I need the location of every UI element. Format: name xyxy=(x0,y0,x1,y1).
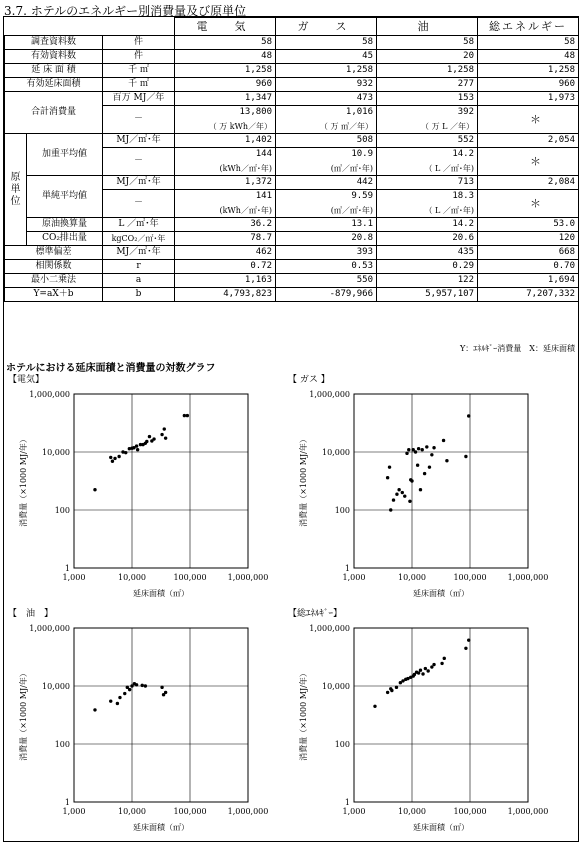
cell: 120 xyxy=(478,232,579,246)
cell: 1,402 xyxy=(175,134,276,148)
cell-unit-note: (㎥／㎡･年) xyxy=(276,162,377,176)
x-axis-label: 延床面積（㎡） xyxy=(133,823,189,832)
cell: 473 xyxy=(276,92,377,106)
data-point xyxy=(428,465,431,468)
plot-frame xyxy=(354,628,528,802)
summary-table xyxy=(4,17,579,302)
data-point xyxy=(414,450,417,453)
data-point xyxy=(160,686,163,689)
row-unit: － xyxy=(103,106,175,134)
x-tick-label: 100,000 xyxy=(173,573,207,582)
data-point xyxy=(423,472,426,475)
data-point xyxy=(386,691,389,694)
data-point xyxy=(467,638,470,641)
data-point xyxy=(118,696,121,699)
cell: 144 xyxy=(175,148,276,162)
data-point xyxy=(416,464,419,467)
row-unit: 千 ㎡ xyxy=(103,78,175,92)
chart-oil xyxy=(4,606,291,836)
cell: 45 xyxy=(276,50,377,64)
row-unit: － xyxy=(103,148,175,176)
cell: 122 xyxy=(377,274,478,288)
data-point xyxy=(390,689,393,692)
table-row xyxy=(5,64,579,78)
y-tick-label: 1 xyxy=(344,798,350,807)
data-point xyxy=(109,699,112,702)
data-point xyxy=(160,433,163,436)
x-axis-label: 延床面積（㎡） xyxy=(133,589,189,598)
cell-unit-note: (kWh／㎡･年) xyxy=(175,162,276,176)
cell: 960 xyxy=(175,78,276,92)
cell: 48 xyxy=(175,50,276,64)
data-point xyxy=(443,657,446,660)
row-unit: L ／㎡･年 xyxy=(103,218,175,232)
x-tick-label: 1,000,000 xyxy=(227,573,269,582)
plot-frame xyxy=(74,394,248,568)
cell: 1,163 xyxy=(175,274,276,288)
table-row xyxy=(5,274,579,288)
chart-total-energy xyxy=(284,606,571,836)
graph-section-title: ホテルにおける延床面積と消費量の対数グラフ xyxy=(6,363,216,374)
row-unit: 千 ㎡ xyxy=(103,64,175,78)
cell: 2,084 xyxy=(478,176,579,190)
data-point xyxy=(109,456,112,459)
data-point xyxy=(392,498,395,501)
cell: 0.70 xyxy=(478,260,579,274)
data-point xyxy=(145,440,148,443)
cell: 1,372 xyxy=(175,176,276,190)
data-point xyxy=(117,455,120,458)
unit-group-label xyxy=(5,134,27,246)
data-point xyxy=(397,488,400,491)
cell: 552 xyxy=(377,134,478,148)
data-point xyxy=(419,669,422,672)
cell: 20.6 xyxy=(377,232,478,246)
cell: 48 xyxy=(478,50,579,64)
row-unit: 件 xyxy=(103,36,175,50)
data-point xyxy=(430,453,433,456)
y-tick-label: 1,000,000 xyxy=(29,390,70,399)
cell: 393 xyxy=(276,246,377,260)
table-row xyxy=(5,78,579,92)
row-label: 調査資料数 xyxy=(5,36,103,50)
data-point xyxy=(421,448,424,451)
row-label: 有効延床面積 xyxy=(5,78,103,92)
row-label: 加重平均値 xyxy=(27,134,103,176)
data-point xyxy=(421,672,424,675)
x-tick-label: 1,000,000 xyxy=(507,573,549,582)
chart-gas xyxy=(284,372,571,602)
data-point xyxy=(401,491,404,494)
data-point xyxy=(113,457,116,460)
cell-unit-note: （ 万 L ／年） xyxy=(377,120,478,134)
cell: 1,258 xyxy=(276,64,377,78)
y-axis-label: 消費量（×1000 MJ/年） xyxy=(19,435,28,527)
data-point xyxy=(124,451,127,454)
y-tick-label: 1 xyxy=(344,564,350,573)
y-tick-label: 1 xyxy=(64,798,70,807)
data-point xyxy=(111,460,114,463)
y-tick-label: 100 xyxy=(334,740,350,749)
cell-unit-note: （ 万 ㎥／年） xyxy=(276,120,377,134)
cell: 960 xyxy=(478,78,579,92)
data-point xyxy=(432,663,435,666)
cell: 668 xyxy=(478,246,579,260)
y-tick-label: 10,000 xyxy=(322,682,350,691)
cell: 7,207,332 xyxy=(478,288,579,302)
row-unit: － xyxy=(103,190,175,218)
cell: -879,966 xyxy=(276,288,377,302)
data-point xyxy=(410,479,413,482)
row-label: 延 床 面 積 xyxy=(5,64,103,78)
cell: ＊ xyxy=(478,190,579,218)
table-row xyxy=(5,134,579,148)
data-point xyxy=(419,488,422,491)
data-point xyxy=(136,448,139,451)
cell: 713 xyxy=(377,176,478,190)
x-tick-label: 1,000,000 xyxy=(227,807,269,816)
data-point xyxy=(135,444,138,447)
y-tick-label: 100 xyxy=(54,740,70,749)
row-unit: kgCO₂／㎡･年 xyxy=(103,232,175,246)
data-point xyxy=(407,448,410,451)
table-row xyxy=(5,232,579,246)
data-point xyxy=(93,708,96,711)
data-point xyxy=(116,702,119,705)
chart-title: 【 油 】 xyxy=(8,609,54,619)
data-point xyxy=(442,439,445,442)
cell: ＊ xyxy=(478,106,579,134)
data-point xyxy=(432,446,435,449)
cell: 58 xyxy=(175,36,276,50)
chart-title: 【電気】 xyxy=(8,375,45,385)
cell: 1,016 xyxy=(276,106,377,120)
table-row xyxy=(5,36,579,50)
row-unit: MJ／㎡･年 xyxy=(103,246,175,260)
axis-note: Y：ｴﾈﾙｷﾞｰ消費量 X：延床面積 xyxy=(460,344,575,353)
col-gas: ガ ス xyxy=(276,18,377,36)
data-point xyxy=(388,465,391,468)
cell-unit-note: (㎥／㎡･年) xyxy=(276,204,377,218)
row-label: 単純平均値 xyxy=(27,176,103,218)
cell: 14.2 xyxy=(377,218,478,232)
y-axis-label: 消費量（×1000 MJ/年） xyxy=(19,669,28,761)
cell: 0.72 xyxy=(175,260,276,274)
cell: 13,800 xyxy=(175,106,276,120)
y-tick-label: 1,000,000 xyxy=(309,390,350,399)
cell: 1,258 xyxy=(175,64,276,78)
data-point xyxy=(128,688,131,691)
data-point xyxy=(395,493,398,496)
x-tick-label: 1,000 xyxy=(62,807,86,816)
data-point xyxy=(148,435,151,438)
table-row xyxy=(5,50,579,64)
y-tick-label: 100 xyxy=(334,506,350,515)
cell-unit-note: （ 万 kWh／年） xyxy=(175,120,276,134)
cell: 550 xyxy=(276,274,377,288)
table-row xyxy=(5,288,579,302)
data-point xyxy=(186,414,189,417)
cell: 2,054 xyxy=(478,134,579,148)
cell: 277 xyxy=(377,78,478,92)
table-row xyxy=(5,246,579,260)
x-tick-label: 100,000 xyxy=(453,573,487,582)
plot-frame xyxy=(354,394,528,568)
row-label: 合計消費量 xyxy=(5,92,103,134)
table-row xyxy=(5,218,579,232)
x-axis-label: 延床面積（㎡） xyxy=(413,589,469,598)
y-tick-label: 1 xyxy=(64,564,70,573)
cell: 18.3 xyxy=(377,190,478,204)
y-tick-label: 10,000 xyxy=(42,682,70,691)
x-tick-label: 1,000 xyxy=(62,573,86,582)
data-point xyxy=(163,427,166,430)
cell: 462 xyxy=(175,246,276,260)
cell: 58 xyxy=(478,36,579,50)
cell: 508 xyxy=(276,134,377,148)
cell: 0.29 xyxy=(377,260,478,274)
cell: 9.59 xyxy=(276,190,377,204)
row-unit: 件 xyxy=(103,50,175,64)
row-unit: r xyxy=(103,260,175,274)
cell: 932 xyxy=(276,78,377,92)
cell: 141 xyxy=(175,190,276,204)
y-axis-label: 消費量（×1000 MJ/年） xyxy=(299,435,308,527)
data-point xyxy=(164,436,167,439)
x-tick-label: 10,000 xyxy=(118,807,146,816)
cell: 14.2 xyxy=(377,148,478,162)
cell: 1,347 xyxy=(175,92,276,106)
x-tick-label: 10,000 xyxy=(398,573,426,582)
row-unit: b xyxy=(103,288,175,302)
x-tick-label: 100,000 xyxy=(173,807,207,816)
row-label: CO₂排出量 xyxy=(27,232,103,246)
data-point xyxy=(93,488,96,491)
data-point xyxy=(386,476,389,479)
data-point xyxy=(135,683,138,686)
cell: 13.1 xyxy=(276,218,377,232)
row-unit: MJ／㎡･年 xyxy=(103,134,175,148)
cell: 4,793,823 xyxy=(175,288,276,302)
row-label: 相関係数 xyxy=(5,260,103,274)
row-label: Y=aX＋b xyxy=(5,288,103,302)
cell: ＊ xyxy=(478,148,579,176)
data-point xyxy=(395,686,398,689)
x-tick-label: 10,000 xyxy=(118,573,146,582)
x-tick-label: 100,000 xyxy=(453,807,487,816)
plot-frame xyxy=(74,628,248,802)
row-label: 原油換算量 xyxy=(27,218,103,232)
y-tick-label: 100 xyxy=(54,506,70,515)
y-tick-label: 10,000 xyxy=(322,448,350,457)
cell: 58 xyxy=(377,36,478,50)
cell-unit-note: (kWh／㎡･年) xyxy=(175,204,276,218)
data-point xyxy=(405,452,408,455)
table-row xyxy=(5,92,579,106)
data-point xyxy=(417,671,420,674)
chart-title: 【 ガス 】 xyxy=(288,375,330,385)
row-label: 標準偏差 xyxy=(5,246,103,260)
x-tick-label: 1,000 xyxy=(342,807,366,816)
y-tick-label: 10,000 xyxy=(42,448,70,457)
cell: 10.9 xyxy=(276,148,377,162)
y-axis-label: 消費量（×1000 MJ/年） xyxy=(299,669,308,761)
cell: 58 xyxy=(276,36,377,50)
row-unit: 百万 MJ／年 xyxy=(103,92,175,106)
cell: 78.7 xyxy=(175,232,276,246)
header-row xyxy=(5,18,579,36)
row-unit: MJ／㎡･年 xyxy=(103,176,175,190)
data-point xyxy=(417,447,420,450)
row-label: 有効資料数 xyxy=(5,50,103,64)
cell: 153 xyxy=(377,92,478,106)
unit-group-text: 原単位 xyxy=(10,171,21,207)
data-point xyxy=(424,667,427,670)
data-point xyxy=(144,684,147,687)
cell-unit-note: （ L ／㎡･年) xyxy=(377,162,478,176)
data-point xyxy=(123,692,126,695)
data-point xyxy=(373,705,376,708)
cell: 20.8 xyxy=(276,232,377,246)
data-point xyxy=(408,500,411,503)
row-label: 最小二乗法 xyxy=(5,274,103,288)
data-point xyxy=(464,647,467,650)
data-point xyxy=(426,669,429,672)
y-tick-label: 1,000,000 xyxy=(309,624,350,633)
chart-title: 【総ｴﾈﾙｷﾞｰ】 xyxy=(288,609,343,619)
cell: 442 xyxy=(276,176,377,190)
data-point xyxy=(389,508,392,511)
data-point xyxy=(445,459,448,462)
data-point xyxy=(464,455,467,458)
x-tick-label: 1,000 xyxy=(342,573,366,582)
cell-unit-note: （ L ／㎡･年) xyxy=(377,204,478,218)
chart-electricity xyxy=(4,372,291,602)
x-axis-label: 延床面積（㎡） xyxy=(413,823,469,832)
data-point xyxy=(164,691,167,694)
chart-svg xyxy=(284,606,571,836)
row-unit: a xyxy=(103,274,175,288)
cell: 20 xyxy=(377,50,478,64)
cell: 36.2 xyxy=(175,218,276,232)
cell: 1,973 xyxy=(478,92,579,106)
y-tick-label: 1,000,000 xyxy=(29,624,70,633)
data-point xyxy=(425,445,428,448)
data-point xyxy=(403,494,406,497)
table-row xyxy=(5,260,579,274)
col-electricity: 電 気 xyxy=(175,18,276,36)
chart-svg xyxy=(284,372,571,602)
cell: 435 xyxy=(377,246,478,260)
page-title: 3.7. ホテルのエネルギー別消費量及び原単位 xyxy=(4,4,247,18)
x-tick-label: 1,000,000 xyxy=(507,807,549,816)
data-point xyxy=(152,437,155,440)
chart-svg xyxy=(4,372,291,602)
chart-svg xyxy=(4,606,291,836)
data-point xyxy=(141,684,144,687)
col-oil: 油 xyxy=(377,18,478,36)
cell: 5,957,107 xyxy=(377,288,478,302)
col-total-energy: 総エネルギー xyxy=(478,18,579,36)
data-point xyxy=(183,414,186,417)
table-row xyxy=(5,176,579,190)
cell: 1,258 xyxy=(478,64,579,78)
cell: 1,694 xyxy=(478,274,579,288)
cell: 0.53 xyxy=(276,260,377,274)
cell: 53.0 xyxy=(478,218,579,232)
data-point xyxy=(440,662,443,665)
x-tick-label: 10,000 xyxy=(398,807,426,816)
cell: 392 xyxy=(377,106,478,120)
cell: 1,258 xyxy=(377,64,478,78)
data-point xyxy=(467,414,470,417)
